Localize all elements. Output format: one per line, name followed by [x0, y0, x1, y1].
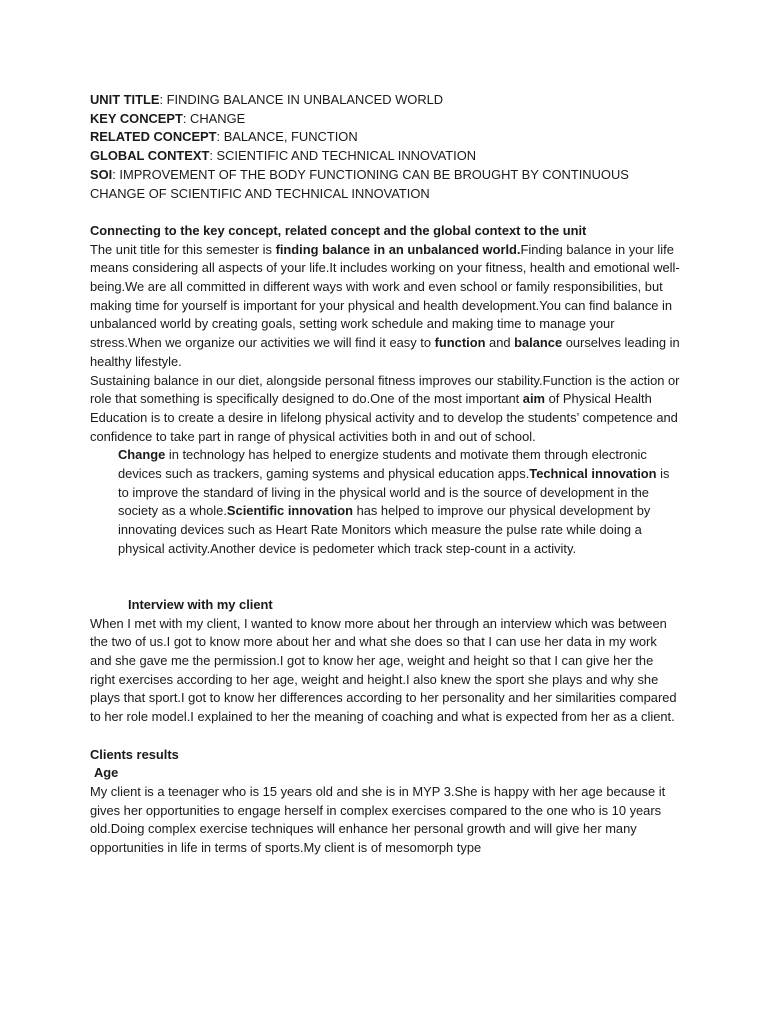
- bold-phrase: Scientific innovation: [226, 503, 353, 519]
- section-client-results: [90, 746, 680, 858]
- bold-phrase: function: [434, 335, 486, 351]
- paragraph: [90, 241, 680, 372]
- bold-phrase: Change: [118, 447, 166, 463]
- related-concept-label: RELATED CONCEPT: [90, 129, 217, 145]
- soi-label: SOI: [90, 166, 113, 182]
- soi-line: [90, 166, 680, 185]
- global-context-label: GLOBAL CONTEXT: [90, 148, 210, 164]
- bold-phrase: aim: [522, 391, 545, 407]
- spacer: [90, 203, 680, 222]
- soi-value-line1: : IMPROVEMENT OF THE BODY FUNCTIONING CAN BE BROUGHT BY CONTINUOUS: [112, 166, 629, 182]
- related-concept-line: [90, 128, 680, 147]
- key-concept-value: : CHANGE: [182, 110, 246, 126]
- paragraph: [90, 446, 680, 558]
- section-subheading: Age: [94, 765, 119, 781]
- spacer: [90, 559, 680, 596]
- section-heading: Interview with my client: [128, 596, 273, 612]
- section-heading: Clients results: [90, 746, 179, 762]
- paragraph-text: has helped to improve our physical development by innovating devices such as Heart Rate Monitors which measure the pulse rate while doing a physical activity.Another device is pedometer which track step-count in a activity.: [118, 503, 651, 556]
- paragraph: My client is a teenager who is 15 years old and she is in MYP 3.She is happy with her age because it gives her opportunities to engage herself in complex exercises compared to the one who is 10 years old.Doing complex exercise techniques will enhance her personal growth and will give her many opportunities in life in terms of sports.My client is of mesomorph type: [90, 783, 666, 856]
- key-concept-line: [90, 110, 680, 129]
- soi-line-2: [90, 185, 680, 204]
- global-context-line: [90, 147, 680, 166]
- bold-phrase: Technical innovation: [529, 466, 657, 482]
- paragraph-text: Sustaining balance in our diet, alongside personal fitness improves our stability.Function is the action or role that something is specifically designed to do.One of the most important: [90, 372, 680, 407]
- spacer: [90, 727, 680, 746]
- paragraph-text: of Physical Health Education is to create a desire in lifelong physical activity and to develop the students’ competence and confidence to take part in range of physical activities both in and out of school.: [90, 391, 678, 444]
- unit-title-line: [90, 91, 680, 110]
- bold-phrase: finding balance in an unbalanced world.: [275, 241, 521, 257]
- unit-title-label: UNIT TITLE: [90, 92, 160, 107]
- section-heading: Connecting to the key concept, related concept and the global context to the unit: [90, 222, 587, 238]
- unit-header: [90, 91, 680, 203]
- paragraph-text: and: [485, 335, 515, 351]
- soi-value-line2: CHANGE OF SCIENTIFIC AND TECHNICAL INNOVATION: [90, 185, 430, 201]
- paragraph: [90, 372, 680, 447]
- paragraph: When I met with my client, I wanted to know more about her through an interview which was between the two of us.I got to know more about her and what she does so that I can use her data in my work and she gave me the permission.I got to know her age, weight and height so that I can give her the right exercises according to her age, weight and height.I also knew the sport she plays and why she plays that sport.I got to know her differences according to her personality and her similarities compared to her role model.I explained to her the meaning of coaching and what is expected from her as a client.: [90, 615, 677, 725]
- paragraph-text: The unit title for this semester is: [90, 241, 276, 257]
- paragraph-text: ourselves leading in healthy lifestyle.: [90, 335, 680, 369]
- paragraph-text: in technology has helped to energize students and motivate them through electronic devices such as trackers, gaming systems and physical education apps.: [118, 447, 647, 482]
- document-page: [90, 91, 680, 858]
- paragraph-text: Finding balance in your life means considering all aspects of your life.It includes working on your fitness, health and emotional well-being.We are all committed in different ways with work and even school or family responsibilities, but making time for yourself is important for your physical and health development.You can find balance in unbalanced world by creating goals, setting work schedule and making time to manage your stress.When we organize our activities we will find it easy to: [90, 241, 680, 351]
- unit-title-value: : FINDING BALANCE IN UNBALANCED WORLD: [159, 92, 444, 107]
- global-context-value: : SCIENTIFIC AND TECHNICAL INNOVATION: [209, 148, 477, 164]
- related-concept-value: : BALANCE, FUNCTION: [216, 129, 358, 145]
- bold-phrase: balance: [514, 335, 563, 351]
- section-interview: [90, 596, 680, 727]
- key-concept-label: KEY CONCEPT: [90, 110, 183, 126]
- paragraph-text: is to improve the standard of living in the physical world and is the source of development in the society as a whole.: [118, 466, 670, 519]
- section-connecting: [90, 222, 680, 559]
